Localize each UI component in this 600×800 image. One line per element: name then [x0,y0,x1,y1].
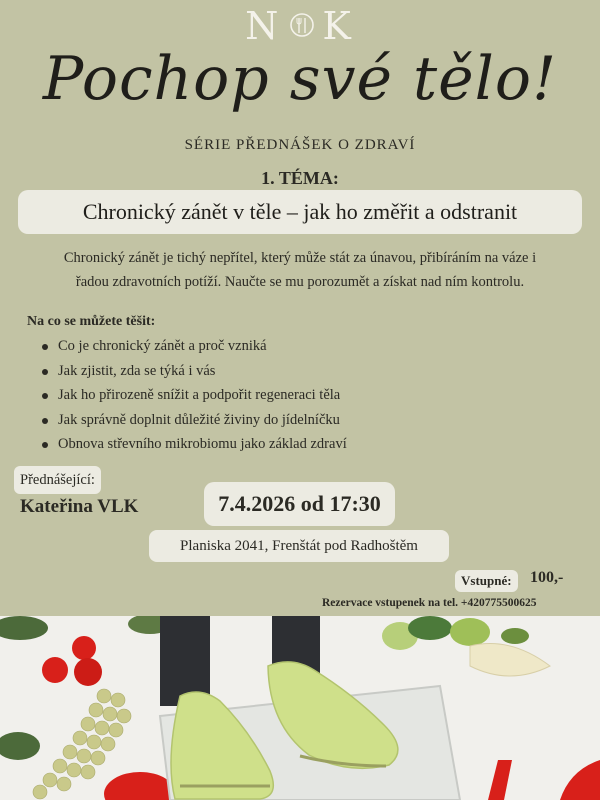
cutlery-icon [282,7,322,41]
headline-box [18,190,582,234]
logo-letter-n: N [245,4,283,48]
bullet-icon [42,393,48,399]
list-item: Jak správně doplnit důležité živiny do jídelníčku [40,408,347,433]
list-item: Jak ho přirozeně snížit a podpořit regeneraci těla [40,383,347,408]
bullet-icon [42,418,48,424]
photo-shoes-on-scale [0,616,600,800]
intro-line-2: řadou zdravotních potíží. Naučte se mu porozumět a získat nad ním kontrolu. [75,274,525,290]
series-subtitle: SÉRIE PŘEDNÁŠEK O ZDRAVÍ [184,137,416,153]
bullet-icon [42,369,48,375]
page-title: Pochop své tělo! [42,44,558,114]
list-item: Jak zjistit, zda se týká i vás [40,359,347,384]
intro-line-1: Chronický zánět je tichý nepřítel, který může stát za únavou, přibíráním na váze i [63,250,537,266]
list-item: Obnova střevního mikrobiomu jako základ zdraví [40,432,347,457]
event-place: Planiska 2041, Frenštát pod Radhoštěm [149,530,449,562]
headline: Chronický zánět v těle – jak ho změřit a odstranit [82,199,518,224]
bullet-icon [42,344,48,350]
photo-illustration [0,616,600,800]
fee-value: 100,- [530,569,564,586]
bullet-icon [42,442,48,448]
lecturer-label: Přednášející: [14,466,101,494]
topic-label: 1. TÉMA: [261,168,339,188]
intro-text [10,246,590,294]
benefit-list [40,334,347,457]
list-heading: Na co se můžete těšit: [27,314,156,329]
event-datetime: 7.4.2026 od 17:30 [204,482,395,526]
logo [0,4,600,48]
fee-label: Vstupné: [455,570,518,592]
logo-letter-k: K [322,4,355,48]
reservation-phone: Rezervace vstupenek na tel. +420775500625 [322,597,537,609]
list-item: Co je chronický zánět a proč vzniká [40,334,347,359]
lecturer-name: Kateřina VLK [20,496,139,517]
